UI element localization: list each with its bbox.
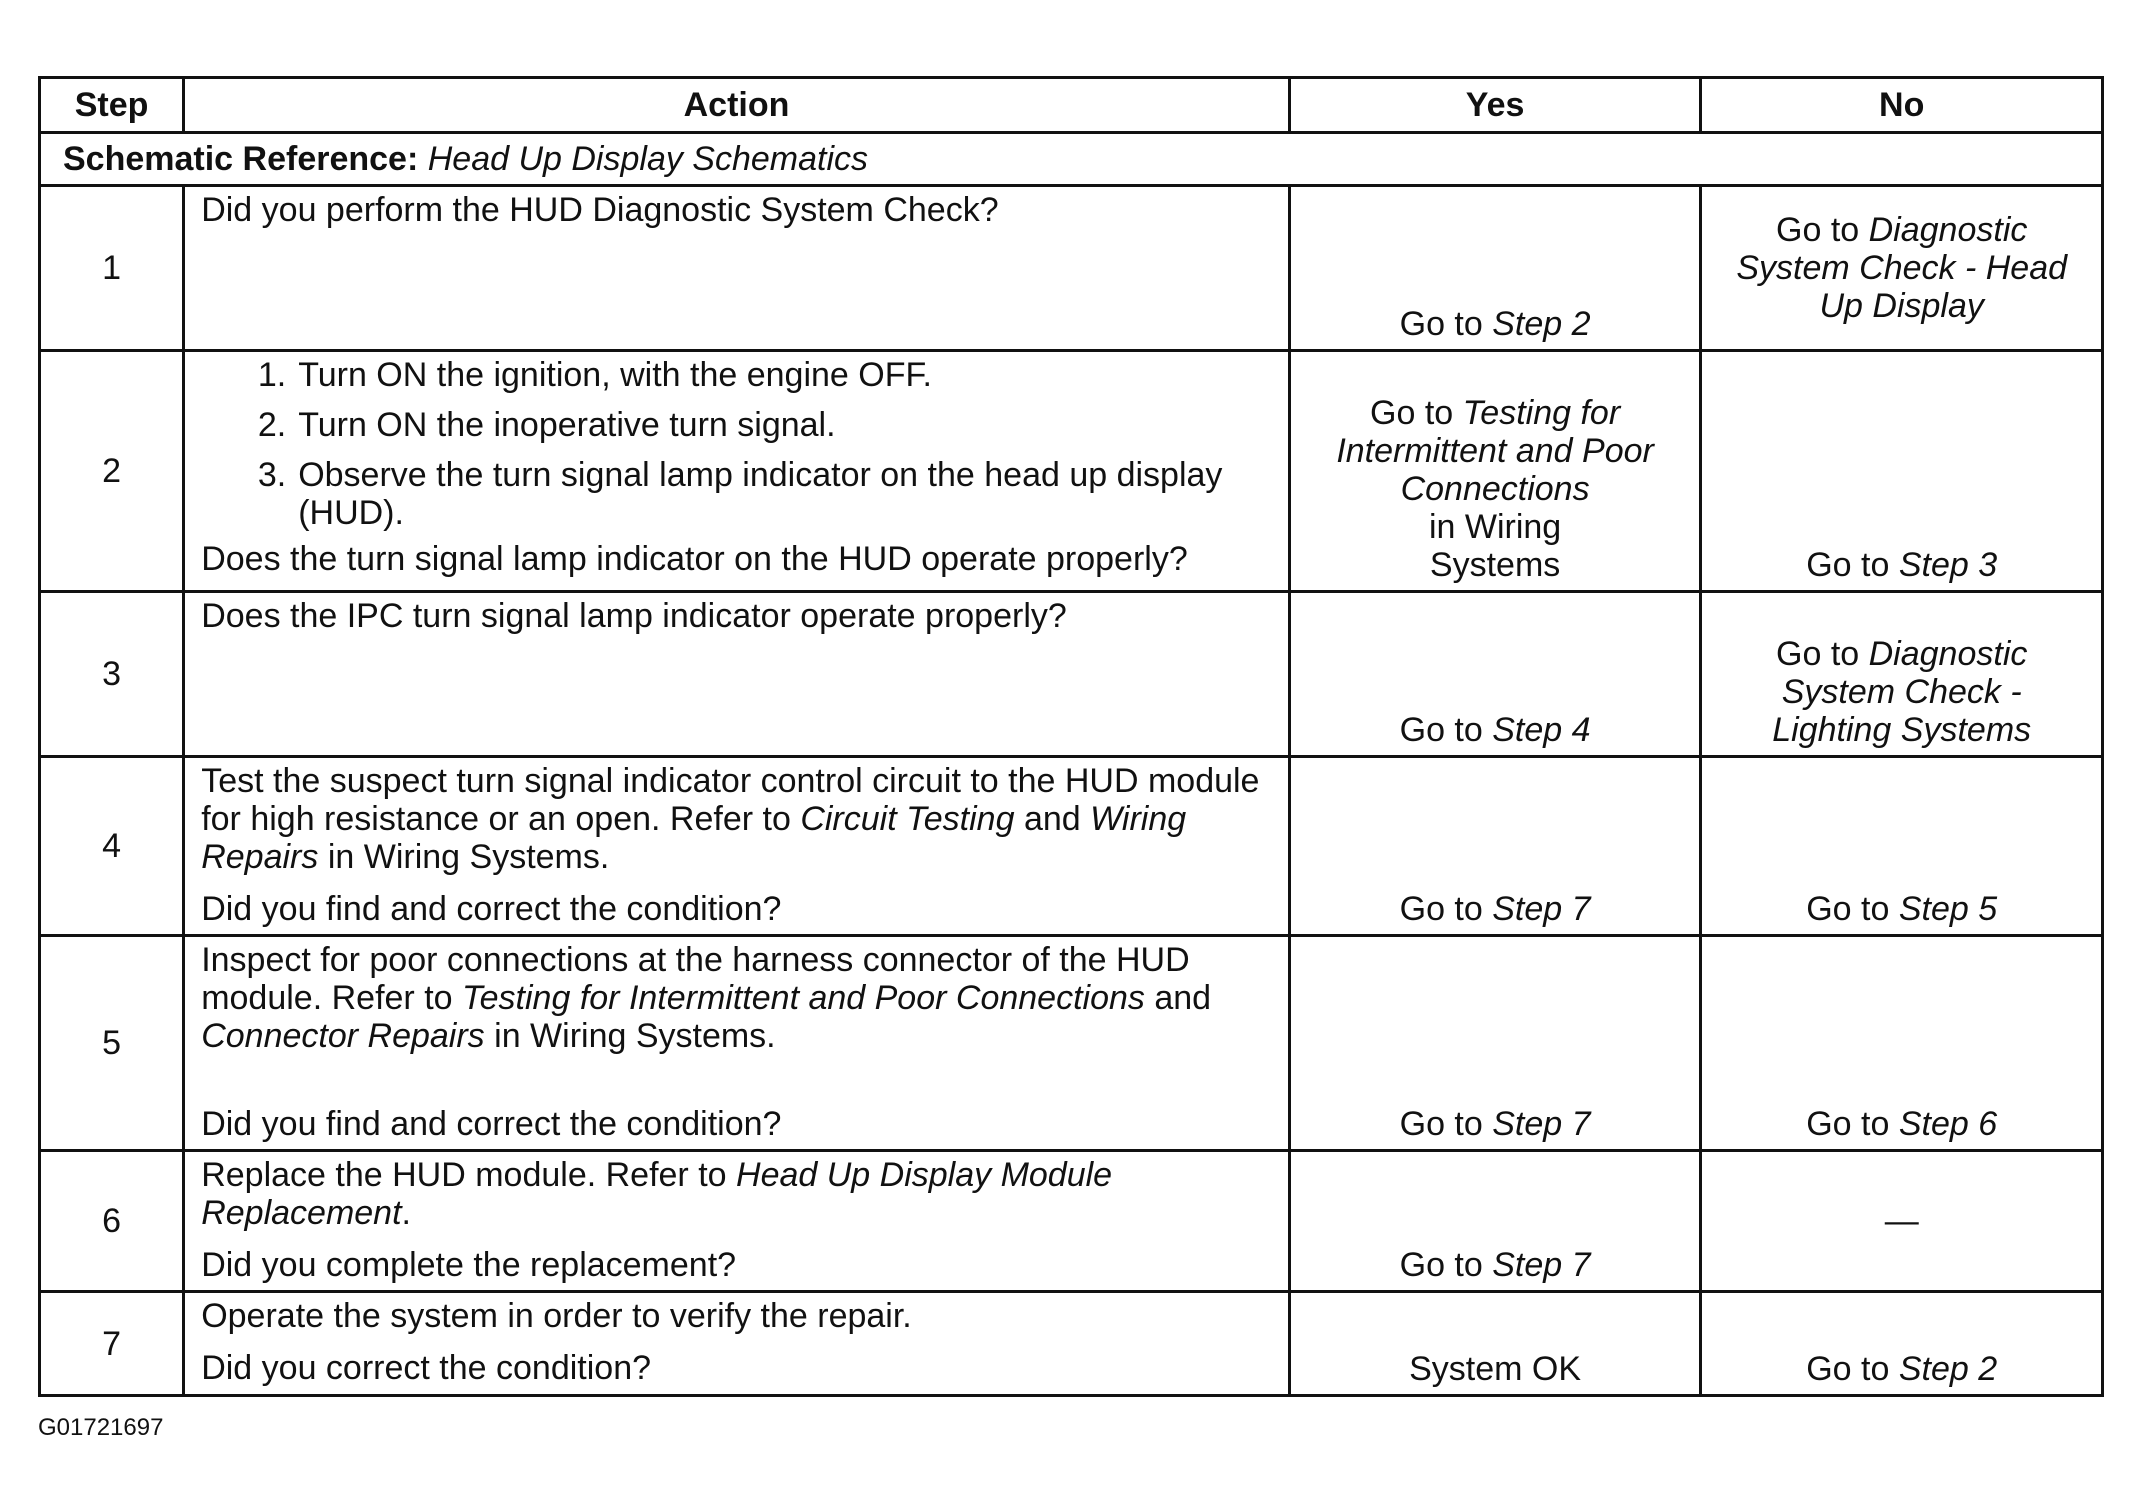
no-prefix: Go to — [1776, 635, 1869, 673]
schematic-label: Schematic Reference: — [63, 140, 419, 178]
action-text-part: Test the suspect turn signal indicator control circuit to the HUD module for high resistance or an open. Refer to — [201, 762, 1260, 838]
yes-cell — [1289, 186, 1701, 351]
substep-text: Observe the turn signal lamp indicator on the head up display (HUD). — [298, 456, 1223, 532]
substep-number: 3. — [257, 456, 287, 494]
table-header-row — [40, 78, 2103, 133]
testing-intermittent-link[interactable]: Testing for Intermittent and Poor Connections — [462, 979, 1145, 1017]
no-link[interactable]: Diagnostic System Check - Head Up Display — [1736, 211, 2068, 325]
substep-list — [201, 356, 1272, 532]
action-cell — [184, 186, 1290, 351]
action-question: Does the turn signal lamp indicator on the HUD operate properly? — [201, 540, 1188, 578]
yes-cell — [1289, 936, 1701, 1151]
no-cell — [1701, 936, 2103, 1151]
table-row — [40, 1151, 2103, 1292]
substep-number: 1. — [257, 356, 287, 394]
no-cell — [1701, 1151, 2103, 1292]
action-text — [201, 762, 1272, 876]
yes-link[interactable]: Step 7 — [1492, 1105, 1591, 1143]
no-cell — [1701, 186, 2103, 351]
list-item — [201, 356, 1272, 394]
yes-prefix: Go to — [1399, 305, 1493, 343]
action-text — [201, 1156, 1272, 1232]
no-cell — [1701, 1292, 2103, 1396]
hud-replacement-link[interactable]: Head Up Display Module Replacement — [201, 1156, 1113, 1232]
table-row — [40, 186, 2103, 351]
no-cell — [1701, 351, 2103, 592]
yes-link[interactable]: Testing for Intermittent and Poor Connections — [1336, 394, 1654, 508]
list-item — [201, 406, 1272, 444]
header-no: No — [1701, 78, 2103, 133]
step-number: 7 — [40, 1292, 184, 1396]
table-row — [40, 1292, 2103, 1396]
substep-text: Turn ON the inoperative turn signal. — [298, 406, 836, 444]
diagnostic-table — [38, 76, 2104, 1397]
yes-cell — [1289, 757, 1701, 936]
no-prefix: Go to — [1776, 211, 1869, 249]
action-text — [201, 941, 1272, 1055]
yes-cell — [1289, 351, 1701, 592]
substep-text: Turn ON the ignition, with the engine OFF. — [298, 356, 932, 394]
action-question: Did you correct the condition? — [201, 1349, 652, 1387]
action-text: Did you perform the HUD Diagnostic System Check? — [201, 191, 999, 229]
step-number: 4 — [40, 757, 184, 936]
action-question: Did you find and correct the condition? — [201, 1105, 782, 1143]
action-cell — [184, 1292, 1290, 1396]
yes-cell — [1289, 592, 1701, 757]
action-cell — [184, 592, 1290, 757]
action-cell — [184, 936, 1290, 1151]
action-text-part: and — [1144, 979, 1212, 1017]
step-number: 6 — [40, 1151, 184, 1292]
no-link[interactable]: Step 3 — [1898, 546, 1998, 584]
wiring-repairs-link[interactable]: Wiring Repairs — [201, 800, 1187, 876]
action-text: Operate the system in order to verify the repair. — [201, 1297, 912, 1335]
no-link[interactable]: Step 2 — [1898, 1350, 1998, 1388]
no-cell — [1701, 757, 2103, 936]
yes-link[interactable]: Step 2 — [1492, 305, 1591, 343]
table-row — [40, 757, 2103, 936]
no-cell — [1701, 592, 2103, 757]
yes-prefix: Go to — [1370, 394, 1463, 432]
header-yes: Yes — [1289, 78, 1701, 133]
action-cell — [184, 757, 1290, 936]
step-number: 5 — [40, 936, 184, 1151]
yes-link[interactable]: Step 7 — [1492, 1246, 1591, 1284]
action-cell — [184, 1151, 1290, 1292]
yes-text: System OK — [1409, 1350, 1582, 1388]
list-item — [201, 456, 1272, 532]
action-text-part: Inspect for poor connections at the harness connector of the HUD module. Refer to — [201, 941, 1190, 1017]
action-question: Did you find and correct the condition? — [201, 890, 782, 928]
no-prefix: Go to — [1806, 1350, 1899, 1388]
action-text-part: . — [401, 1194, 411, 1232]
connector-repairs-link[interactable]: Connector Repairs — [201, 1017, 485, 1055]
schematic-link[interactable]: Head Up Display Schematics — [427, 140, 869, 178]
yes-cell — [1289, 1151, 1701, 1292]
schematic-reference-row — [40, 133, 2103, 186]
no-prefix: Go to — [1806, 890, 1899, 928]
header-step: Step — [40, 78, 184, 133]
action-text-part: in Wiring Systems. — [318, 838, 610, 876]
header-action: Action — [184, 78, 1290, 133]
schematic-reference — [40, 133, 2103, 186]
table-row — [40, 592, 2103, 757]
no-dash: — — [1884, 1202, 1919, 1240]
substep-number: 2. — [257, 406, 287, 444]
table-row — [40, 351, 2103, 592]
yes-prefix: Go to — [1399, 1246, 1493, 1284]
yes-link[interactable]: Step 7 — [1492, 890, 1591, 928]
no-prefix: Go to — [1806, 1105, 1899, 1143]
yes-cell — [1289, 1292, 1701, 1396]
no-link[interactable]: Step 6 — [1898, 1105, 1998, 1143]
action-text: Does the IPC turn signal lamp indicator operate properly? — [201, 597, 1067, 635]
yes-prefix: Go to — [1399, 890, 1493, 928]
no-prefix: Go to — [1806, 546, 1899, 584]
yes-link[interactable]: Step 4 — [1492, 711, 1591, 749]
action-text-part: in Wiring Systems. — [484, 1017, 776, 1055]
yes-suffix: in Wiring Systems — [1428, 508, 1562, 584]
step-number: 2 — [40, 351, 184, 592]
circuit-testing-link[interactable]: Circuit Testing — [800, 800, 1015, 838]
action-question: Did you complete the replacement? — [201, 1246, 737, 1284]
action-text-part: and — [1014, 800, 1091, 838]
no-link[interactable]: Step 5 — [1898, 890, 1998, 928]
yes-prefix: Go to — [1399, 1105, 1493, 1143]
action-text-part: Replace the HUD module. Refer to — [201, 1156, 737, 1194]
action-cell — [184, 351, 1290, 592]
table-row — [40, 936, 2103, 1151]
no-link[interactable]: Diagnostic System Check - Lighting Systems — [1772, 635, 2032, 749]
step-number: 3 — [40, 592, 184, 757]
figure-id: G01721697 — [38, 1414, 164, 1441]
yes-prefix: Go to — [1399, 711, 1493, 749]
step-number: 1 — [40, 186, 184, 351]
